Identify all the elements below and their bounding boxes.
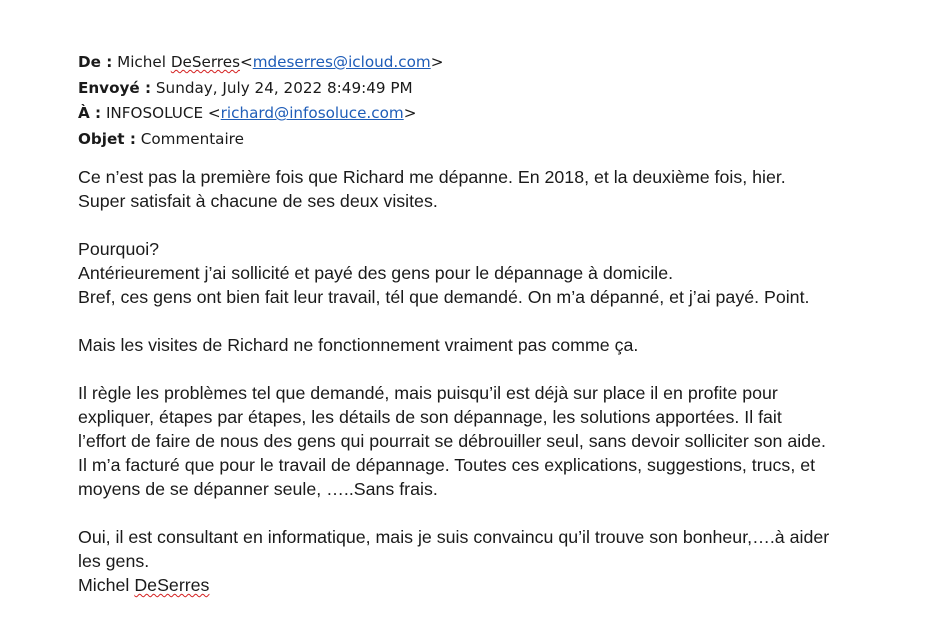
from-label: De : — [78, 53, 113, 71]
from-email-open: < — [239, 53, 253, 71]
signature-last-spellcheck: DeSerres — [134, 575, 210, 595]
email-header — [78, 50, 443, 152]
to-email-close: > — [403, 104, 417, 123]
subject-line — [78, 127, 443, 153]
paragraph-gap — [78, 501, 938, 525]
subject-label: Objet : — [78, 129, 136, 148]
to-line — [78, 101, 443, 127]
sent-line — [78, 76, 443, 102]
body-line: Oui, il est consultant en informatique, mais je suis convaincu qu’il trouve son bonheur,….à aider — [78, 527, 830, 547]
from-name: Michel DeSerres — [117, 53, 240, 71]
signature-first: Michel — [78, 575, 130, 595]
subject-value: Commentaire — [140, 129, 244, 148]
to-label: À : — [78, 104, 102, 123]
body-line: expliquer, étapes par étapes, les détails de son dépannage, les solutions apportées. Il fait — [78, 407, 782, 427]
body-line: Bref, ces gens ont bien fait leur travail, tél que demandé. On m’a dépanné, et j’ai payé. Point. — [78, 287, 810, 307]
sent-label: Envoyé : — [78, 78, 152, 97]
paragraph-gap — [78, 357, 938, 381]
body-line: Ce n’est pas la première fois que Richard me dépanne. En 2018, et la deuxième fois, hier. — [78, 167, 786, 187]
from-email-link[interactable]: mdeserres@icloud.com — [252, 53, 431, 71]
body-line: Antérieurement j’ai sollicité et payé des gens pour le dépannage à domicile. — [78, 263, 674, 283]
from-line — [78, 50, 443, 76]
paragraph-gap — [78, 309, 938, 333]
body-line: Mais les visites de Richard ne fonctionnement vraiment pas comme ça. — [78, 335, 639, 355]
from-email-close: > — [430, 53, 444, 71]
email-body — [78, 165, 938, 597]
paragraph-gap — [78, 213, 938, 237]
to-email-link[interactable]: richard@infosoluce.com — [220, 104, 404, 123]
body-line: Super satisfait à chacune de ses deux visites. — [78, 191, 438, 211]
to-name: INFOSOLUCE < — [105, 104, 221, 123]
body-line: Il m’a facturé que pour le travail de dépannage. Toutes ces explications, suggestions, trucs, et — [78, 455, 816, 475]
body-line: les gens. — [78, 551, 150, 571]
signature — [78, 573, 938, 597]
body-line: Pourquoi? — [78, 239, 160, 259]
sent-value: Sunday, July 24, 2022 8:49:49 PM — [155, 78, 413, 97]
body-line: Il règle les problèmes tel que demandé, mais puisqu’il est déjà sur place il en profite pour — [78, 383, 778, 403]
from-name-spellcheck: DeSerres — [170, 53, 240, 71]
body-line: moyens de se dépanner seule, …..Sans frais. — [78, 479, 438, 499]
body-line: l’effort de faire de nous des gens qui pourrait se débrouiller seul, sans devoir solliciter son aide. — [78, 431, 826, 451]
